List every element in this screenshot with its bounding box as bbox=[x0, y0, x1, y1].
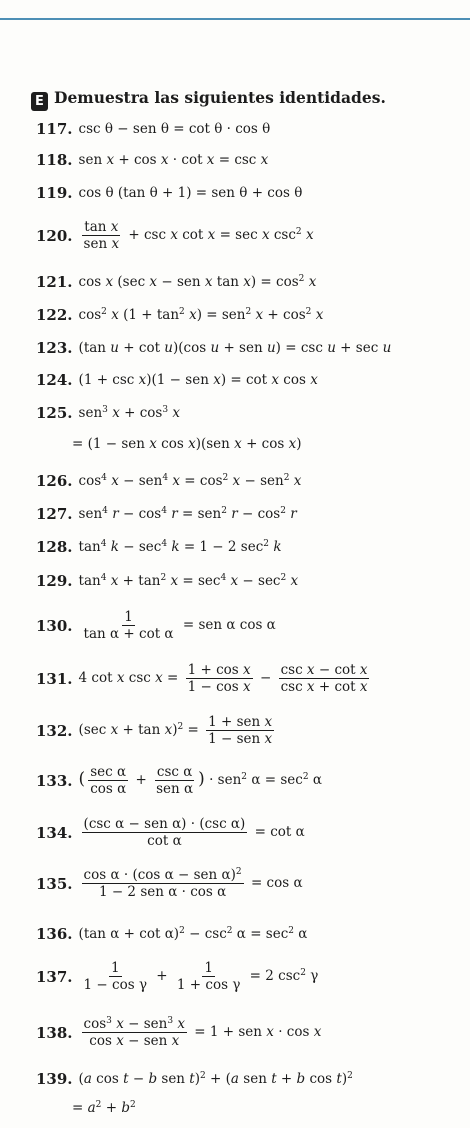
exercise-133 bbox=[36, 764, 466, 797]
exercise-135 bbox=[36, 867, 466, 900]
exercise-number: 127. bbox=[36, 505, 73, 523]
exercise-138 bbox=[36, 1016, 466, 1049]
identity: (tan u + cot u)(cos u + sen u) = csc u + sec u bbox=[78, 340, 392, 356]
identity-continuation: = (1 − sen x cos x)(sen x + cos x) bbox=[72, 436, 302, 452]
identity: (1 + csc x)(1 − sen x) = cot x cos x bbox=[78, 372, 318, 388]
identity: $\frac{1}{\text{1 − cos γ}}$ + $\frac{1}{\text{1 + cos γ}}$ = 2 $\csc^2 \gamma$ bbox=[83, 960, 319, 993]
exercise-130 bbox=[36, 609, 466, 642]
exercise-number: 120. bbox=[36, 226, 73, 245]
exercise-128 bbox=[36, 538, 466, 556]
section-badge: E bbox=[31, 92, 48, 111]
exercise-number: 129. bbox=[36, 572, 73, 590]
exercise-number: 135. bbox=[36, 874, 73, 893]
exercise-number: 119. bbox=[36, 184, 73, 202]
identity: $\tan^4 k - \sec^4 k = 1 - 2$ $\sec^2 k$ bbox=[78, 539, 282, 555]
exercise-number: 134. bbox=[36, 823, 73, 842]
exercise-118 bbox=[36, 151, 466, 169]
exercise-number: 136. bbox=[36, 925, 73, 943]
exercise-number: 128. bbox=[36, 538, 73, 556]
identity: 4 cot x csc x = $\frac{\text{1 + cos x}}{\text{1 − cos x}}$ − $\frac{\text{csc x − cot x}}{\text{csc x + cot x}}$ bbox=[78, 662, 368, 695]
exercise-131 bbox=[36, 662, 466, 695]
exercise-127 bbox=[36, 505, 466, 523]
exercise-number: 138. bbox=[36, 1023, 73, 1042]
exercise-121 bbox=[36, 273, 466, 291]
identity: $\tan^4 x + \tan^2 x = \sec^4 x - \sec^2 x$ bbox=[78, 573, 299, 589]
exercise-number: 130. bbox=[36, 616, 73, 635]
identity: $\frac{\text{tan x}}{\text{sen x}}$ + csc x cot x = sec x $\csc^2 x$ bbox=[83, 219, 314, 252]
section-heading: Demuestra las siguientes identidades. bbox=[54, 88, 386, 107]
identity: $\frac{\text{(csc α − sen α) · (csc α)}}{\text{cot α}}$ = cot α bbox=[83, 816, 305, 849]
identity: sen x + cos x · cot x = csc x bbox=[78, 152, 269, 168]
exercise-120 bbox=[36, 219, 466, 252]
exercise-number: 118. bbox=[36, 151, 73, 169]
identity: $\frac{1}{\text{tan α + cot α}}$ = sen α cos α bbox=[83, 609, 276, 642]
identity: (a cos t − b sen t)$^2$ + (a sen t + b cos t)$^2$ bbox=[78, 1071, 353, 1087]
exercise-number: 125. bbox=[36, 404, 73, 422]
exercise-126 bbox=[36, 472, 466, 490]
identity: csc θ − sen θ = cot θ · cos θ bbox=[78, 121, 271, 137]
top-rule bbox=[0, 18, 470, 20]
exercise-number: 131. bbox=[36, 669, 73, 688]
exercise-number: 137. bbox=[36, 967, 73, 986]
exercise-132 bbox=[36, 714, 466, 747]
identity-continuation: = $a^2 + b^2$ bbox=[72, 1100, 136, 1116]
identity: $\frac{\cos \alpha \cdot (\cos \alpha - sen \alpha)^2}{\text{1 − 2 sen α · cos α}}$ = cos α bbox=[83, 867, 303, 900]
exercise-number: 126. bbox=[36, 472, 73, 490]
identity: sen$^4$ $r - \cos^4 r = sen^2$ $r - \cos^2 r$ bbox=[78, 506, 297, 522]
exercise-number: 123. bbox=[36, 339, 73, 357]
identity: $\cos^2 x$ $(1 + \tan^2 x) = sen^2$ $x + \cos^2 x$ bbox=[78, 307, 324, 323]
exercise-136 bbox=[36, 925, 466, 943]
identity: cos x (sec x − sen x $\tan x) = \cos^2 x$ bbox=[78, 274, 317, 290]
identity: $\cos^4 x - sen^4$ $x = \cos^2 x - sen^2$ x bbox=[78, 473, 302, 489]
exercise-124 bbox=[36, 371, 466, 389]
exercise-139 bbox=[36, 1070, 466, 1116]
exercise-number: 124. bbox=[36, 371, 73, 389]
identity: sen$^3$ $x + \cos^3 x$ bbox=[78, 405, 180, 421]
exercise-129 bbox=[36, 572, 466, 590]
exercise-number: 139. bbox=[36, 1070, 73, 1088]
exercise-number: 122. bbox=[36, 306, 73, 324]
exercise-125 bbox=[36, 404, 466, 452]
exercise-134 bbox=[36, 816, 466, 849]
identity: (tan $\alpha + \cot \alpha)^2 - \csc^2 \alpha = \sec^2 \alpha$ bbox=[78, 926, 308, 942]
exercise-number: 132. bbox=[36, 721, 73, 740]
identity: ( $\frac{\text{sec α}}{\text{cos α}}$ + $\frac{\text{csc α}}{\text{sen α}}$ ) · sen$^2$ $\alpha = \sec^2 \alpha$ bbox=[78, 764, 322, 797]
exercise-number: 117. bbox=[36, 120, 73, 138]
exercise-number: 121. bbox=[36, 273, 73, 291]
exercise-119 bbox=[36, 184, 466, 202]
exercise-117 bbox=[36, 120, 466, 138]
exercise-137 bbox=[36, 960, 466, 993]
exercise-122 bbox=[36, 306, 466, 324]
exercise-number: 133. bbox=[36, 771, 73, 790]
exercise-123 bbox=[36, 339, 466, 357]
identity: cos θ (tan θ + 1) = sen θ + cos θ bbox=[78, 185, 303, 201]
identity: $\frac{\cos^3 x - sen^3 x}{\text{cos x − sen x}}$ = 1 + sen x · cos x bbox=[83, 1016, 322, 1049]
identity: (sec x + tan x)$^2$ = $\frac{\text{1 + sen x}}{\text{1 − sen x}}$ bbox=[78, 714, 273, 747]
